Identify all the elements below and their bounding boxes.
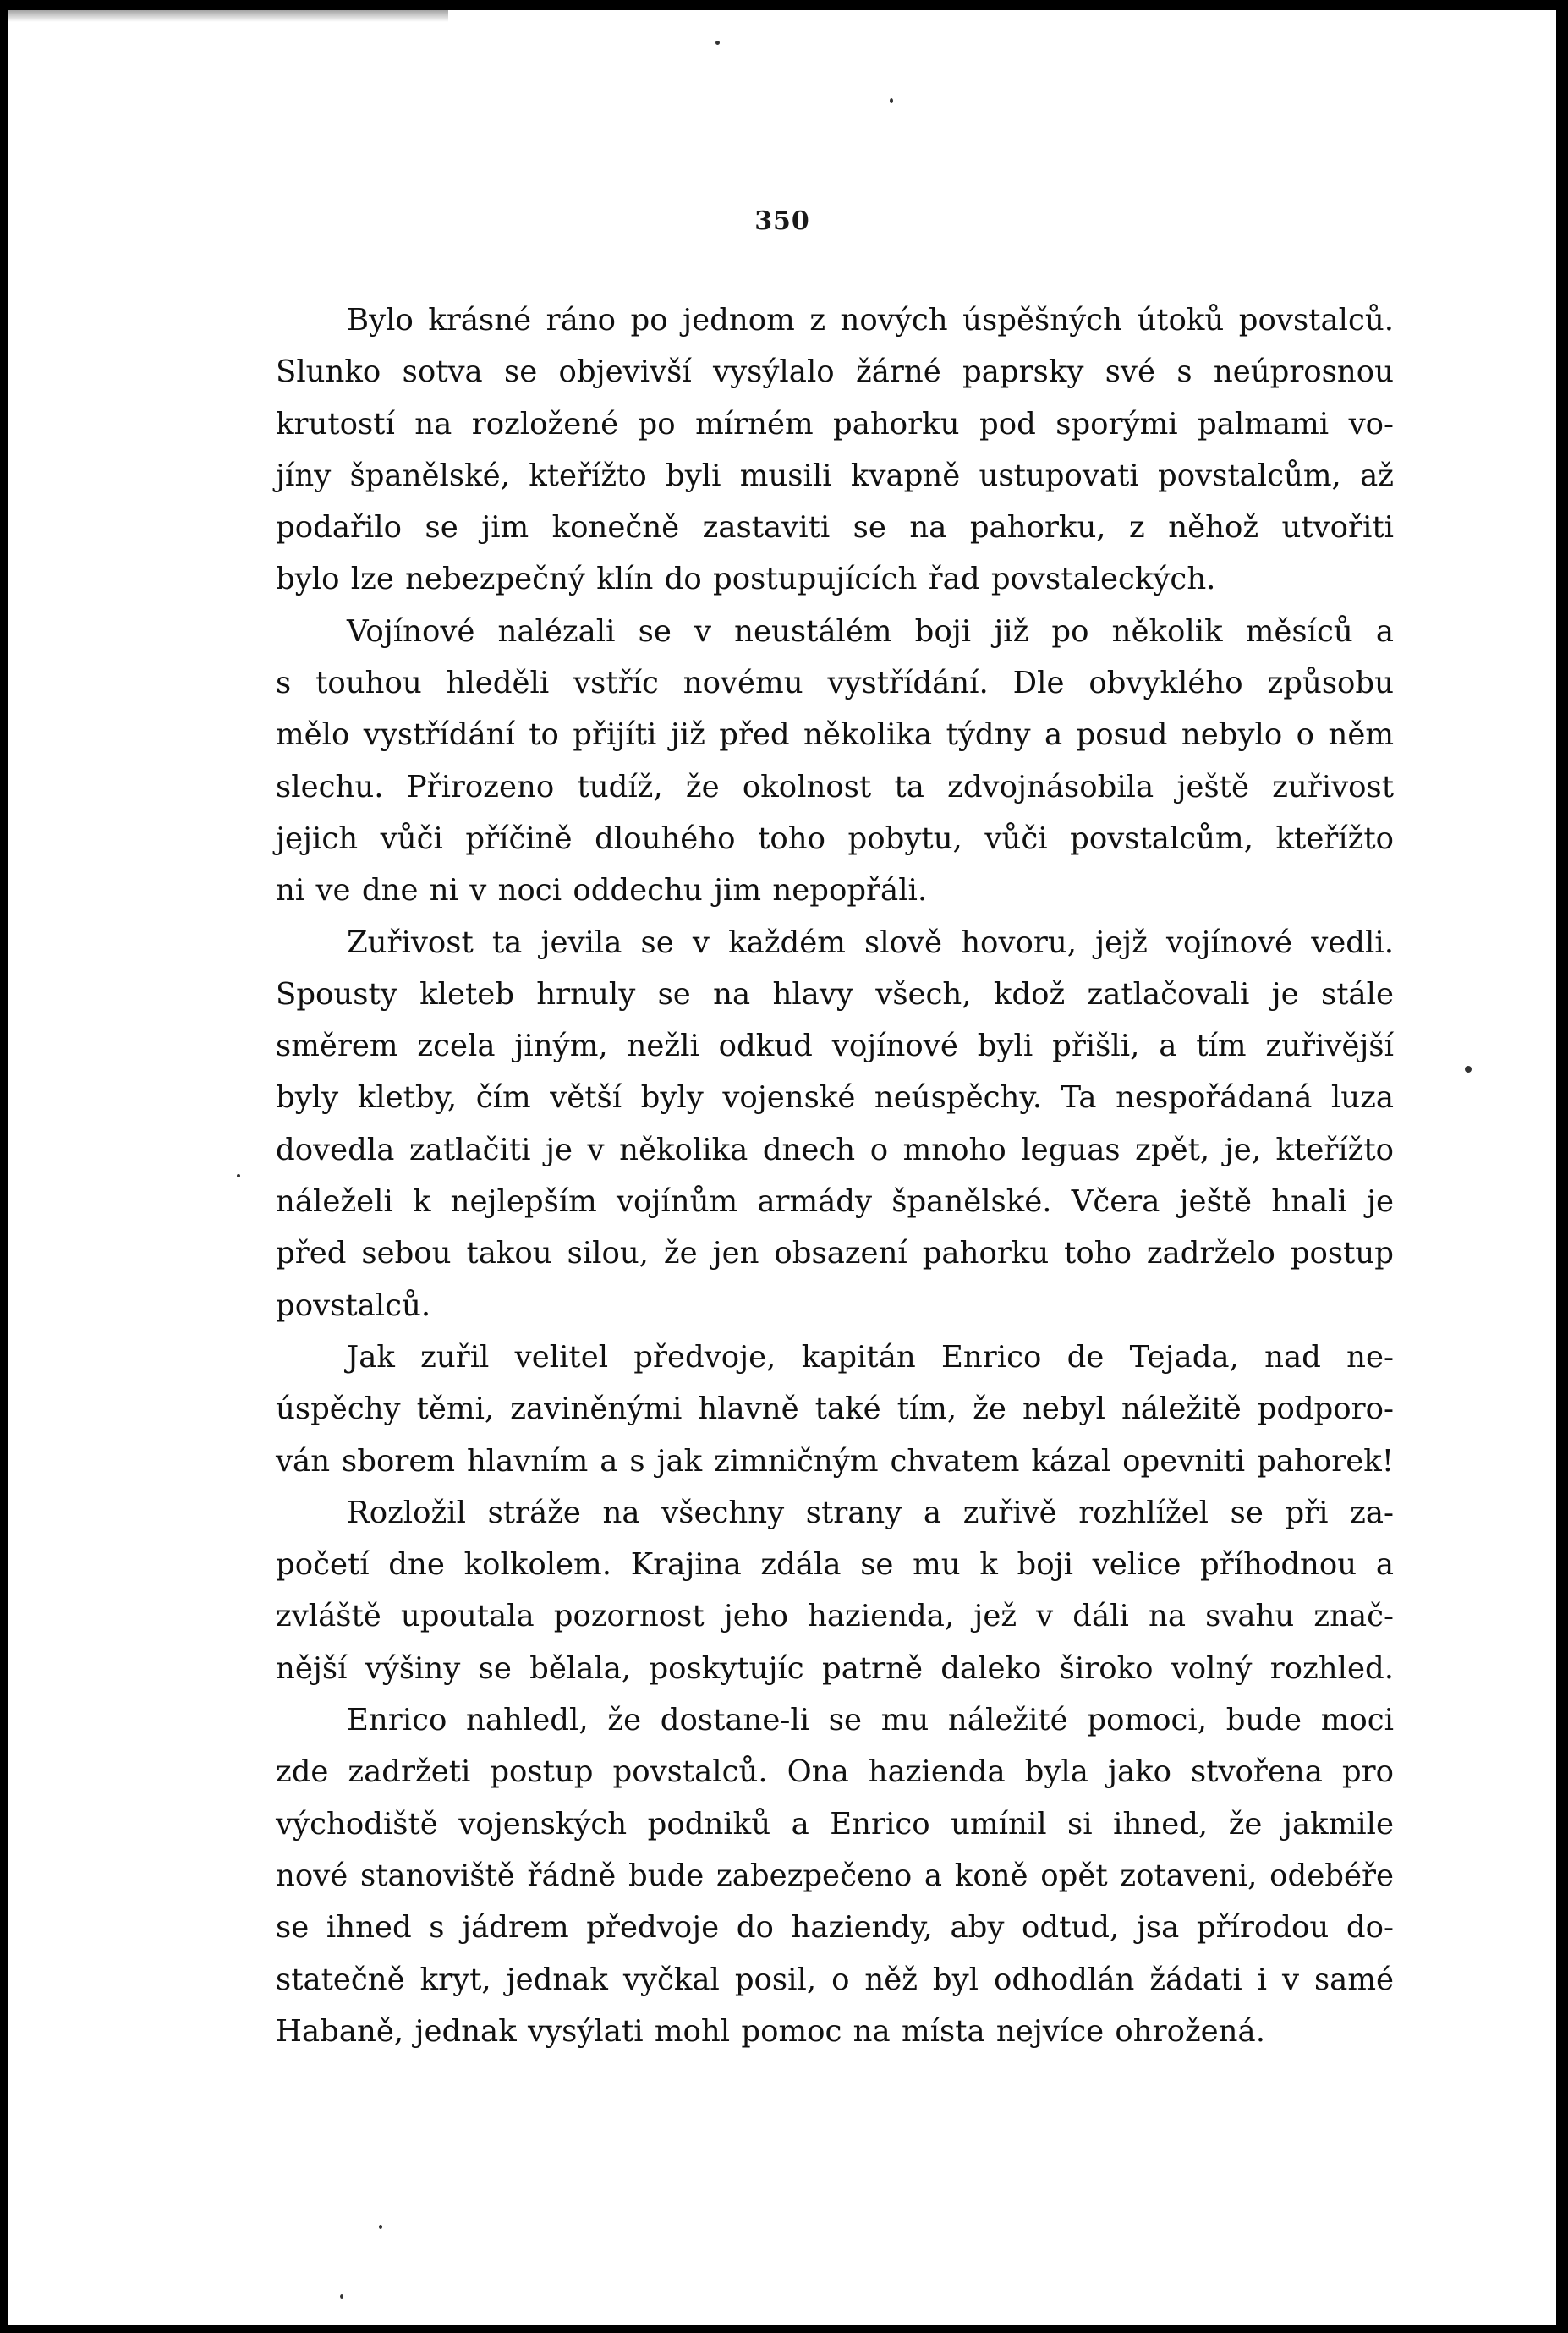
text-line: mělo vystřídání to přijíti již před několika týdny a posud nebylo o něm	[276, 717, 1394, 753]
text-line: Slunko sotva se objevivší vysýlalo žárné paprsky své s neúprosnou	[276, 354, 1394, 390]
paragraph-6	[276, 1694, 1394, 2057]
text-line: před sebou takou silou, že jen obsazení pahorku toho zadrželo postup	[276, 1236, 1394, 1271]
dust-speck	[715, 41, 720, 45]
text-line: dovedla zatlačiti je v několika dnech o mnoho leguas zpět, je, kteřížto	[276, 1132, 1394, 1167]
text-line: Vojínové nalézali se v neustálém boji již po několik měsíců a	[347, 613, 1394, 649]
text-line: statečně kryt, jednak vyčkal posil, o něž byl odhodlán žádati i v samé	[276, 1962, 1394, 1997]
text-line: krutostí na rozložené po mírném pahorku pod sporými palmami vo-	[276, 406, 1394, 442]
text-line: jíny španělské, kteřížto byli musili kvapně ustupovati povstalcům, až	[276, 458, 1394, 493]
text-line: Spousty kleteb hrnuly se na hlavy všech, kdož zatlačovali je stále	[276, 976, 1394, 1012]
text-line: Zuřivost ta jevila se v každém slově hovoru, jejž vojínové vedli.	[347, 925, 1394, 960]
text-line: podařilo se jim konečně zastaviti se na pahorku, z něhož utvořiti	[276, 510, 1394, 546]
text-line: zde zadržeti postup povstalců. Ona hazienda byla jako stvořena pro	[276, 1754, 1394, 1790]
text-line: nové stanoviště řádně bude zabezpečeno a koně opět zotaveni, odebéře	[276, 1858, 1394, 1893]
text-line: byly kletby, čím větší byly vojenské neúspěchy. Ta nespořádaná luza	[276, 1080, 1394, 1116]
text-line: slechu. Přirozeno tudíž, že okolnost ta zdvojnásobila ještě zuřivost	[276, 769, 1394, 804]
scan-edge-shadow	[8, 10, 448, 22]
paragraph-2	[276, 606, 1394, 917]
text-line: směrem zcela jiným, nežli odkud vojínové byli přišli, a tím zuřivější	[276, 1029, 1394, 1064]
dust-speck	[379, 2225, 382, 2229]
dust-speck	[1465, 1066, 1472, 1073]
text-line: Jak zuřil velitel předvoje, kapitán Enrico de Tejada, nad ne-	[347, 1339, 1394, 1375]
page-number: 350	[754, 206, 810, 236]
text-line: úspěchy těmi, zaviněnými hlavně také tím, že nebyl náležitě podporo-	[276, 1392, 1394, 1427]
text-line: zvláště upoutala pozornost jeho hazienda, jež v dáli na svahu znač-	[276, 1599, 1394, 1634]
dust-speck	[340, 2294, 343, 2299]
dust-speck	[890, 98, 893, 103]
scanned-page	[8, 10, 1556, 2325]
text-line: početí dne kolkolem. Krajina zdála se mu k boji velice příhodnou a	[276, 1547, 1394, 1583]
text-line: Habaně, jednak vysýlati mohl pomoc na místa nejvíce ohrožená.	[276, 2013, 1265, 2049]
text-line: nější výšiny se bělala, poskytujíc patrně daleko široko volný rozhled.	[276, 1650, 1394, 1686]
text-line: s touhou hleděli vstříc novému vystřídání. Dle obvyklého způsobu	[276, 666, 1394, 701]
text-line: ni ve dne ni v noci oddechu jim nepopřáli.	[276, 873, 928, 908]
paragraph-4	[276, 1331, 1394, 1487]
dust-speck	[237, 1174, 240, 1177]
text-line: Rozložil stráže na všechny strany a zuřivě rozhlížel se při za-	[347, 1495, 1394, 1530]
paragraph-5	[276, 1487, 1394, 1694]
text-line: Bylo krásné ráno po jednom z nových úspěšných útoků povstalců.	[347, 303, 1394, 338]
text-line: povstalců.	[276, 1287, 431, 1323]
text-line: jejich vůči příčině dlouhého toho pobytu, vůči povstalcům, kteřížto	[276, 821, 1394, 856]
text-line: ván sborem hlavním a s jak zimničným chvatem kázal opevniti pahorek!	[276, 1443, 1394, 1479]
text-line: východiště vojenských podniků a Enrico umínil si ihned, že jakmile	[276, 1806, 1394, 1842]
paragraph-1	[276, 294, 1394, 606]
text-line: bylo lze nebezpečný klín do postupujících řad povstaleckých.	[276, 562, 1216, 597]
text-line: se ihned s jádrem předvoje do haziendy, aby odtud, jsa přírodou do-	[276, 1910, 1394, 1946]
paragraph-3	[276, 917, 1394, 1331]
text-line: náleželi k nejlepším vojínům armády španělské. Včera ještě hnali je	[276, 1184, 1394, 1220]
body-text	[276, 294, 1394, 2057]
text-line: Enrico nahledl, že dostane-li se mu náležité pomoci, bude moci	[347, 1703, 1394, 1738]
